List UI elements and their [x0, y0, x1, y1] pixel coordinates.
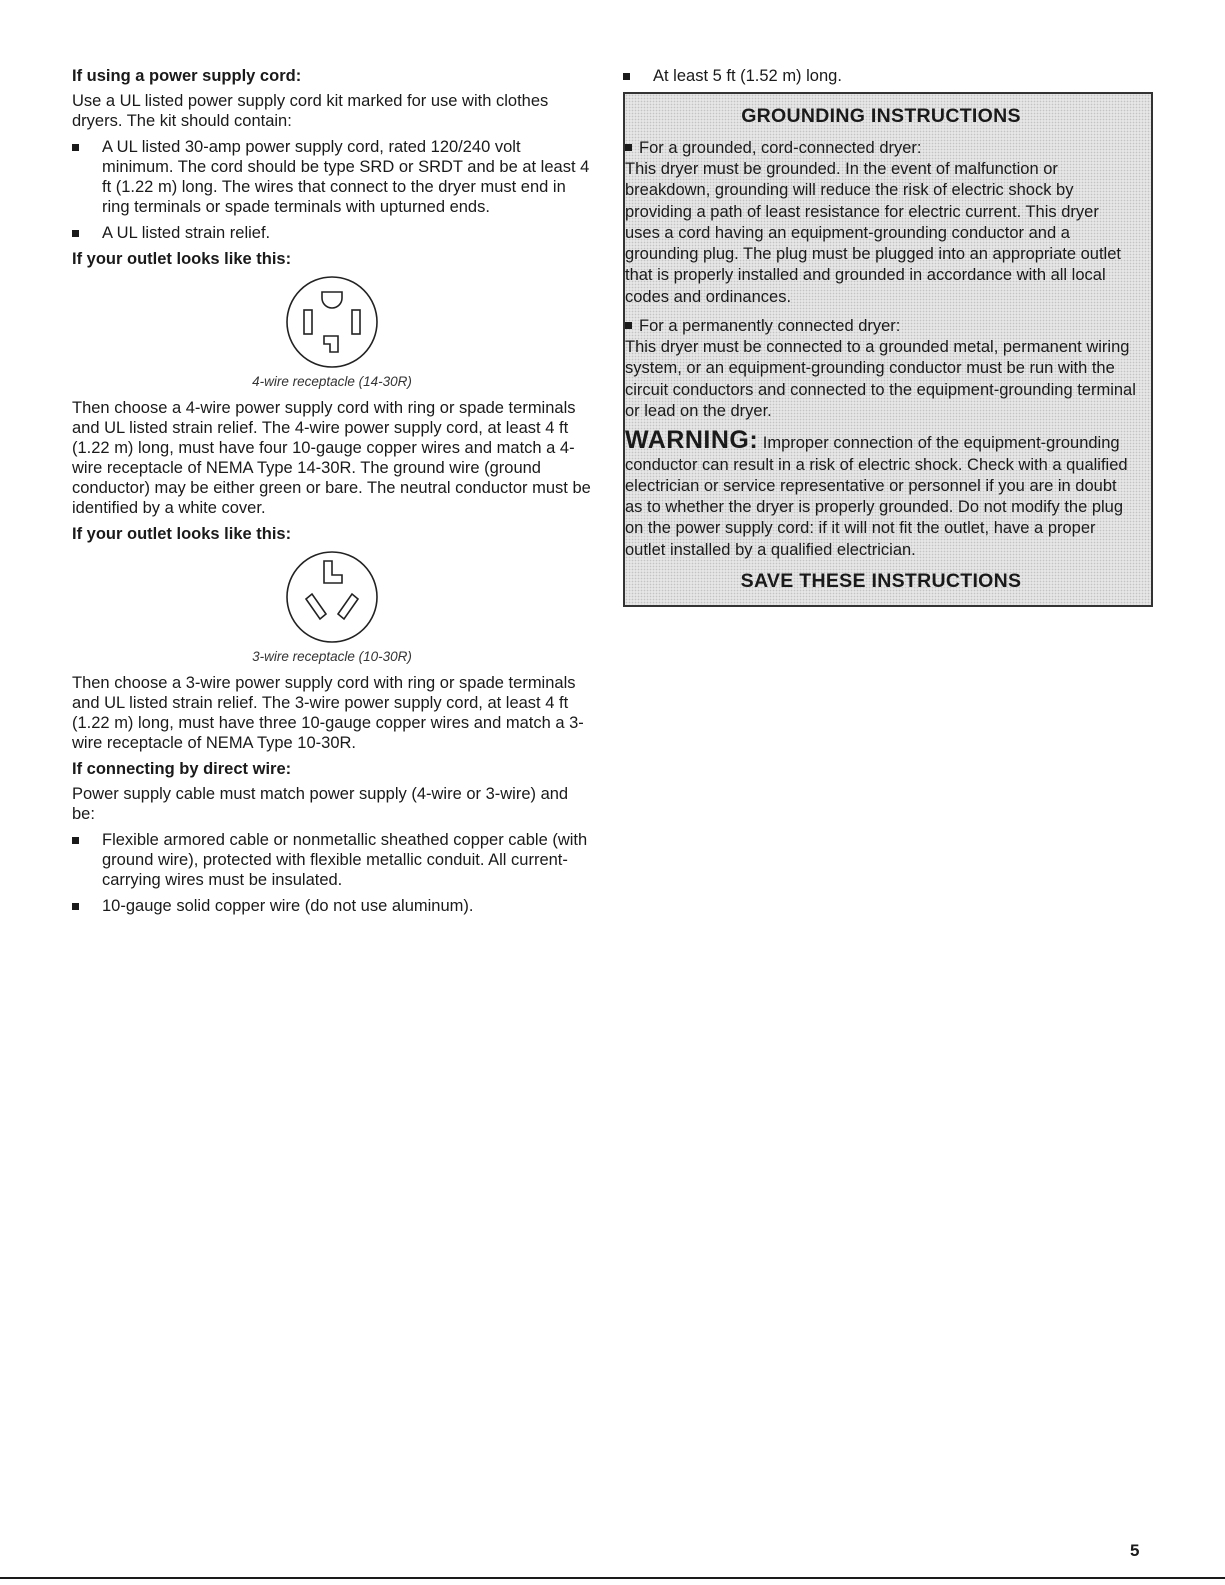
- direct-wire-heading: If connecting by direct wire:: [72, 760, 292, 778]
- page-number: 5: [1130, 1541, 1140, 1560]
- bullet-square-icon: [625, 144, 632, 151]
- outlet-heading-4wire: If your outlet looks like this:: [72, 250, 292, 268]
- bullet-square-icon: [72, 144, 79, 151]
- bullet-square-icon: [623, 73, 630, 80]
- bullet-square-icon: [72, 837, 79, 844]
- direct-wire-list: [72, 830, 592, 916]
- bullet-square-icon: [72, 230, 79, 237]
- list-item: 10-gauge solid copper wire (do not use aluminum).: [72, 896, 592, 916]
- warning-label: WARNING:: [625, 426, 759, 455]
- para-3wire: Then choose a 3-wire power supply cord with ring or spade terminals and UL listed strain relief. The 3-wire power supply cord, at least 4 ft (1.22 m) long, must have three 10-gauge copper wires and match a 3-wire receptacle of NEMA Type 10-30R.: [72, 674, 584, 752]
- length-list: [623, 66, 1143, 86]
- grounding-title: GROUNDING INSTRUCTIONS: [741, 105, 1021, 127]
- power-cord-intro: Use a UL listed power supply cord kit marked for use with clothes dryers. The kit should contain:: [72, 92, 549, 130]
- permanent-subheading: For a permanently connected dryer:: [625, 316, 1137, 337]
- list-item: At least 5 ft (1.52 m) long.: [623, 66, 1143, 86]
- right-column: [623, 66, 1143, 607]
- three-wire-receptacle-icon: [284, 549, 380, 645]
- list-item: A UL listed 30-amp power supply cord, rated 120/240 volt minimum. The cord should be type SRD or SRDT and be at least 4 ft (1.22 m) long. The wires that connect to the dryer must end in ring terminals or spade terminals with upturned ends.: [72, 137, 592, 217]
- figure-4wire: [72, 274, 592, 390]
- warning-paragraph: [625, 426, 1137, 561]
- bottom-divider: [0, 1577, 1225, 1579]
- list-item: Flexible armored cable or nonmetallic sheathed copper cable (with ground wire), protected with flexible metallic conduit. All current-carrying wires must be insulated.: [72, 830, 592, 890]
- caption-3wire: 3-wire receptacle (10-30R): [252, 649, 412, 664]
- save-instructions: SAVE THESE INSTRUCTIONS: [740, 570, 1022, 593]
- grounding-instructions-box: [623, 92, 1153, 607]
- power-cord-heading: If using a power supply cord:: [72, 67, 302, 85]
- power-cord-list: [72, 137, 592, 243]
- four-wire-receptacle-icon: [284, 274, 380, 370]
- bullet-square-icon: [625, 322, 632, 329]
- grounded-body: This dryer must be grounded. In the event of malfunction or breakdown, grounding will reduce the risk of electric shock by providing a path of least resistance for electric current. This dryer uses a cord having an equipment-grounding conductor and a grounding plug. The plug must be plugged into an appropriate outlet that is properly installed and grounded in accordance with all local codes and ordinances.: [625, 160, 1121, 306]
- caption-4wire: 4-wire receptacle (14-30R): [252, 374, 412, 389]
- grounded-subheading: For a grounded, cord-connected dryer:: [625, 138, 1137, 159]
- para-4wire: Then choose a 4-wire power supply cord with ring or spade terminals and UL listed strain relief. The 4-wire power supply cord, at least 4 ft (1.22 m) long, must have four 10-gauge copper wires and match a 4-wire receptacle of NEMA Type 14-30R. The ground wire (ground conductor) may be either green or bare. The neutral conductor must be identified by a white cover.: [72, 399, 591, 517]
- list-item: A UL listed strain relief.: [72, 223, 592, 243]
- warning-text: Improper connection of the equipment-grounding conductor can result in a risk of electric shock. Check with a qualified electrician or service representative or personnel if you are in doubt as to whether the dryer is properly grounded. Do not modify the plug on the power supply cord: if it will not fit the outlet, have a proper outlet installed by a qualified electrician.: [625, 434, 1128, 559]
- outlet-heading-3wire: If your outlet looks like this:: [72, 525, 292, 543]
- figure-3wire: [72, 549, 592, 665]
- bullet-square-icon: [72, 903, 79, 910]
- permanent-body: This dryer must be connected to a grounded metal, permanent wiring system, or an equipment-grounding conductor must be run with the circuit conductors and connected to the equipment-grounding terminal or lead on the dryer.: [625, 338, 1136, 420]
- left-column: [72, 66, 592, 922]
- direct-wire-intro: Power supply cable must match power supply (4-wire or 3-wire) and be:: [72, 785, 569, 823]
